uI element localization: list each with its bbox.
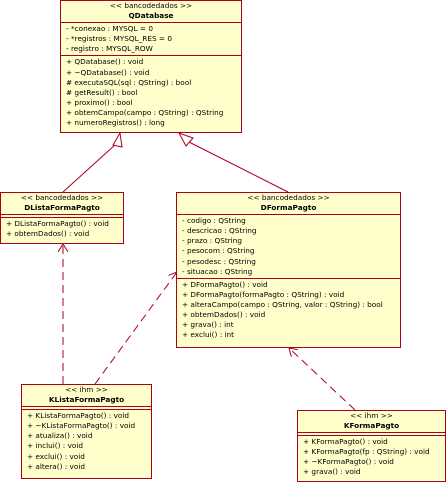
stereotype-label: << bancodedados >> bbox=[20, 193, 104, 202]
operation-row: + proximo() : bool bbox=[66, 97, 133, 107]
stereotype-label: << ihm >> bbox=[350, 411, 393, 420]
class-name: KListaFormaPagto bbox=[48, 395, 125, 405]
operations-section bbox=[298, 436, 445, 478]
operation-row: + atualiza() : void bbox=[27, 431, 93, 441]
operations-section bbox=[22, 410, 151, 473]
operation-row: + obtemDados() : void bbox=[182, 310, 266, 320]
class-name: KFormaPagto bbox=[343, 421, 400, 431]
operation-row: + ~KFormaPagto() : void bbox=[303, 457, 394, 467]
operation-row: + exclui() : void bbox=[27, 451, 85, 461]
attribute-row: - registro : MYSQL_ROW bbox=[66, 44, 153, 54]
class-name: QDatabase bbox=[128, 11, 174, 21]
operation-row: + QDatabase() : void bbox=[66, 57, 144, 67]
operations-section bbox=[1, 218, 123, 240]
stereotype-label: << bancodedados >> bbox=[247, 193, 330, 202]
dependency-kforma-dforma bbox=[289, 348, 355, 410]
class-kformapagto[interactable] bbox=[297, 410, 446, 482]
class-name: DListaFormaPagto bbox=[24, 203, 100, 213]
attribute-row: - codigo : QString bbox=[182, 216, 246, 226]
operation-row: + KListaFormaPagto() : void bbox=[27, 411, 130, 421]
attribute-row: - situacao : QString bbox=[182, 266, 253, 276]
attribute-row: - pesocom : QString bbox=[182, 246, 255, 256]
operation-row: + KFormaPagto() : void bbox=[303, 437, 388, 447]
attributes-section bbox=[177, 215, 400, 279]
attribute-row: - prazo : QString bbox=[182, 236, 242, 246]
operation-row: + grava() : void bbox=[303, 467, 361, 477]
stereotype-label: << ihm >> bbox=[65, 385, 108, 394]
class-header bbox=[1, 193, 123, 215]
attribute-row: - *registros : MYSQL_RES = 0 bbox=[66, 34, 173, 44]
operation-row: + DFormaPagto() : void bbox=[182, 279, 268, 289]
generalization-arrowhead-dforma bbox=[179, 133, 193, 146]
operation-row: + exclui() : int bbox=[182, 330, 234, 340]
operations-section bbox=[177, 279, 400, 342]
operation-row: + numeroRegistros() : long bbox=[66, 118, 165, 128]
class-qdatabase[interactable] bbox=[60, 0, 242, 133]
operation-row: + altera() : void bbox=[27, 461, 85, 471]
class-header bbox=[298, 411, 445, 433]
operation-row: + DListaFormaPagto() : void bbox=[6, 219, 109, 229]
generalization-arrowhead-dlista bbox=[113, 133, 122, 147]
class-header bbox=[177, 193, 400, 215]
operation-row: + KFormaPagto(fp : QString) : void bbox=[303, 447, 430, 457]
dependency-klista-dforma bbox=[95, 272, 177, 384]
operation-row: + ~QDatabase() : void bbox=[66, 67, 150, 77]
operation-row: + grava() : int bbox=[182, 320, 234, 330]
class-name: DFormaPagto bbox=[260, 203, 317, 213]
class-dformapagto[interactable] bbox=[176, 192, 401, 348]
attribute-row: - *conexao : MYSQL = 0 bbox=[66, 24, 154, 34]
operation-row: + obtemDados() : void bbox=[6, 229, 90, 239]
operation-row: # executaSQL(sql : QString) : bool bbox=[66, 77, 192, 87]
operation-row: + inclui() : void bbox=[27, 441, 84, 451]
generalization-dforma-qdatabase bbox=[189, 142, 288, 192]
operation-row: + obtemCampo(campo : QString) : QString bbox=[66, 107, 224, 117]
attributes-section bbox=[61, 23, 241, 56]
class-header bbox=[22, 385, 151, 407]
operation-row: + DFormaPagto(formaPagto : QString) : void bbox=[182, 289, 345, 299]
stereotype-label: << bancodedados >> bbox=[109, 1, 193, 10]
operation-row: # getResult() : bool bbox=[66, 87, 138, 97]
class-klistaformapagto[interactable] bbox=[21, 384, 152, 479]
operation-row: + alteraCampo(campo : QString, valor : QString) : bool bbox=[182, 299, 383, 309]
attribute-row: - descricao : QString bbox=[182, 226, 257, 236]
class-header bbox=[61, 1, 241, 23]
operation-row: + ~KListaFormaPagto() : void bbox=[27, 421, 136, 431]
operations-section bbox=[61, 56, 241, 129]
class-dlistaformapagto[interactable] bbox=[0, 192, 124, 244]
generalization-dlista-qdatabase bbox=[63, 144, 116, 192]
attribute-row: - pesodesc : QString bbox=[182, 256, 256, 266]
